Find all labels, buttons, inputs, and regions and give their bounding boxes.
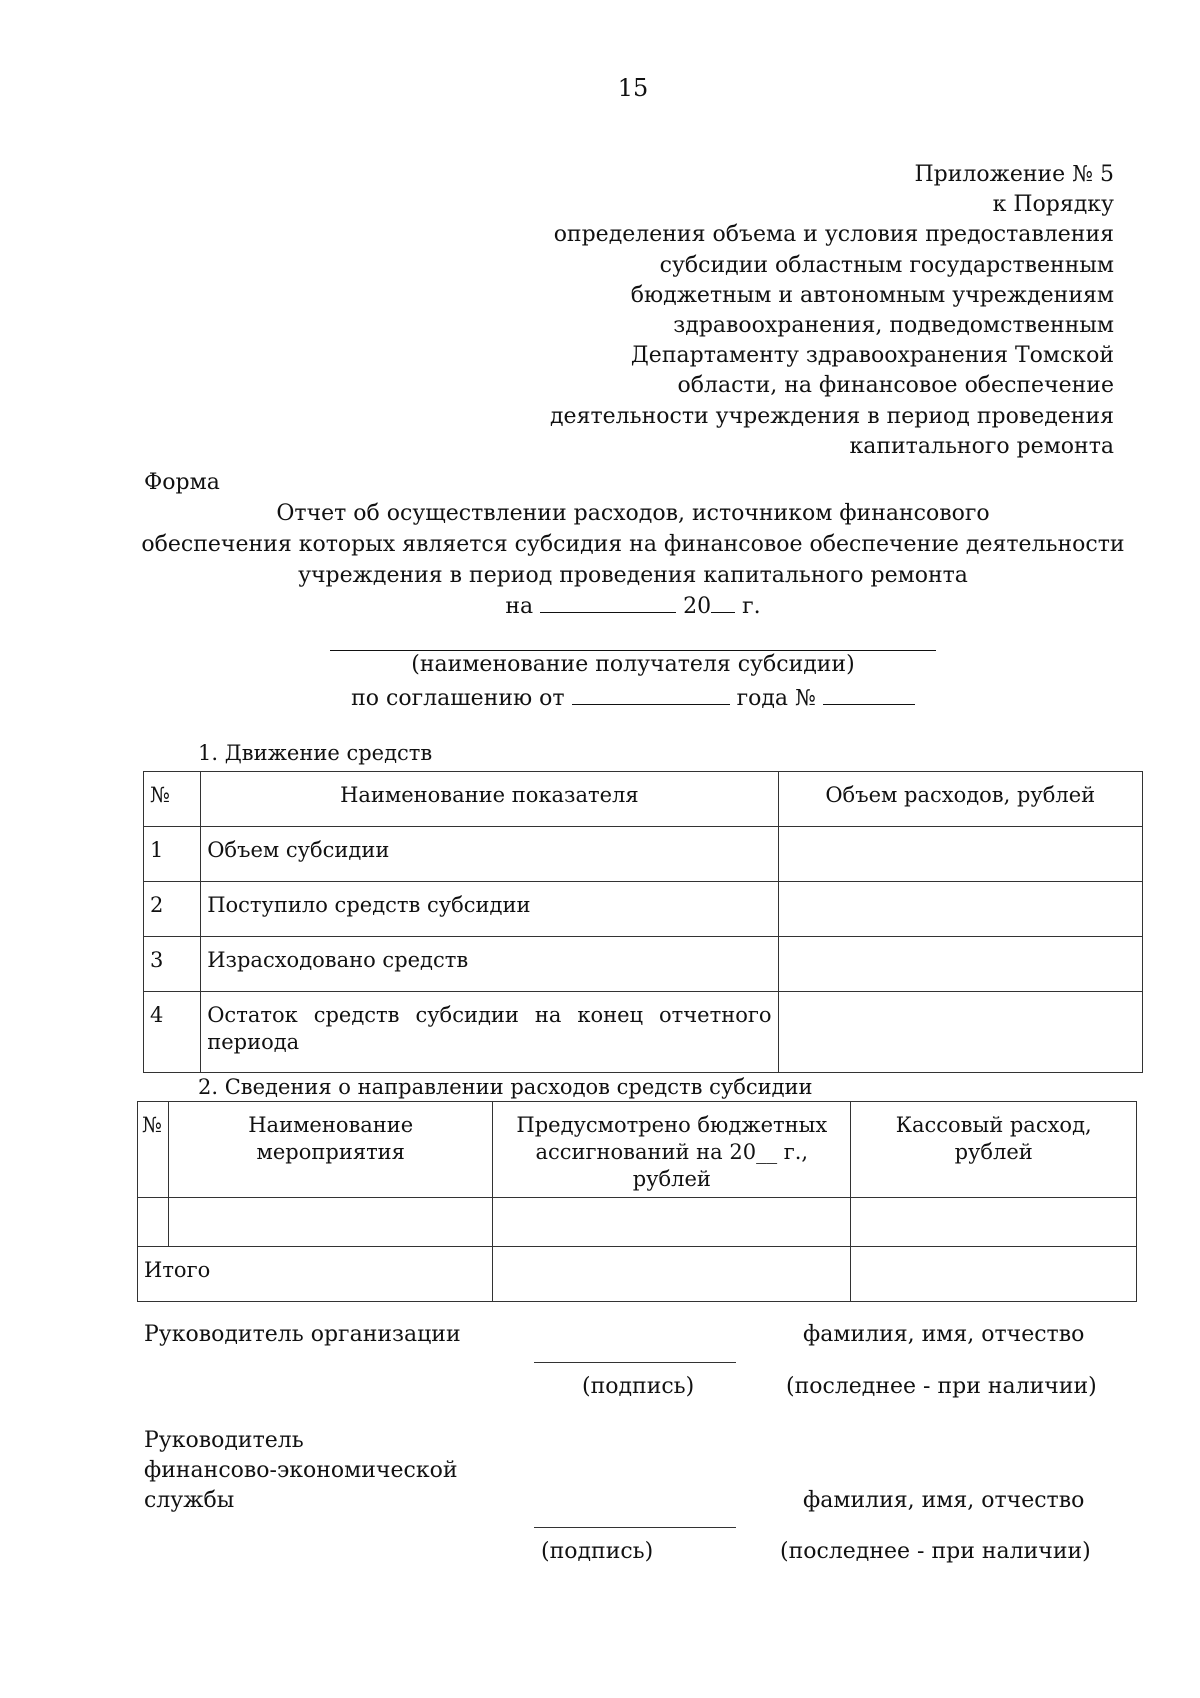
row-value-cell[interactable] — [778, 882, 1142, 937]
recipient-caption: (наименование получателя субсидии) — [411, 652, 855, 677]
agreement-line — [0, 684, 1200, 711]
table-row — [144, 992, 1143, 1073]
head-org-fio: фамилия, имя, отчество — [803, 1322, 1085, 1347]
agreement-middle: года № — [736, 686, 816, 711]
table-row — [144, 937, 1143, 992]
date-suffix: г. — [742, 594, 761, 619]
head-org-label: Руководитель организации — [144, 1322, 461, 1347]
title-line-3: учреждения в период проведения капитального ремонта — [298, 563, 968, 588]
expense-directions-table — [137, 1101, 1137, 1302]
title-line-1: Отчет об осуществлении расходов, источником финансового — [276, 501, 990, 526]
head-fin-signature-field[interactable] — [534, 1527, 736, 1528]
table-row — [138, 1198, 1137, 1247]
form-label: Форма — [144, 470, 220, 495]
row-allocation-cell[interactable] — [493, 1198, 851, 1247]
appendix-line: деятельности учреждения в период проведения — [550, 403, 1114, 429]
title-line-2: обеспечения которых является субсидия на финансовое обеспечение деятельности — [141, 532, 1125, 557]
appendix-line: субсидии областным государственным — [659, 252, 1114, 278]
head-org-signature-field[interactable] — [534, 1362, 736, 1363]
date-prefix: на — [505, 594, 534, 619]
header-num: № — [138, 1102, 169, 1198]
appendix-line: к Порядку — [992, 192, 1114, 218]
appendix-line: Приложение № 5 — [914, 162, 1114, 187]
appendix-line: определения объема и условия предоставления — [553, 222, 1114, 248]
appendix-header — [550, 160, 1114, 462]
total-allocation-cell[interactable] — [493, 1247, 851, 1302]
header-cash-expense: Кассовый расход, рублей — [851, 1102, 1137, 1198]
agreement-prefix: по соглашению от — [351, 686, 565, 711]
header-num: № — [144, 772, 201, 827]
agreement-number-field[interactable] — [823, 684, 915, 705]
head-fin-signature-caption: (подпись) — [541, 1539, 654, 1564]
table-row — [144, 882, 1143, 937]
header-budget-allocations: Предусмотрено бюджетных ассигнований на 20__ г., рублей — [493, 1102, 851, 1198]
date-year: 20 — [683, 594, 712, 619]
section-1-heading: 1. Движение средств — [198, 741, 433, 765]
appendix-line: области, на финансовое обеспечение — [677, 373, 1114, 399]
total-cash-cell[interactable] — [851, 1247, 1137, 1302]
appendix-line: здравоохранения, подведомственным — [673, 313, 1114, 339]
total-label: Итого — [138, 1247, 493, 1302]
row-num: 3 — [144, 937, 201, 992]
recipient-name-field[interactable] — [330, 650, 936, 651]
table-row — [144, 827, 1143, 882]
head-fin-fio-note: (последнее - при наличии) — [780, 1539, 1091, 1564]
header-expense-volume: Объем расходов, рублей — [778, 772, 1142, 827]
row-num: 4 — [144, 992, 201, 1073]
row-num-cell[interactable] — [138, 1198, 169, 1247]
appendix-line: капитального ремонта — [849, 433, 1114, 459]
header-indicator-name: Наименование показателя — [201, 772, 778, 827]
appendix-line: бюджетным и автономным учреждениям — [630, 282, 1114, 308]
row-value-cell[interactable] — [778, 992, 1142, 1073]
appendix-line: Департаменту здравоохранения Томской — [630, 343, 1114, 369]
section-2-heading: 2. Сведения о направлении расходов средств субсидии — [198, 1075, 813, 1099]
report-title — [0, 498, 1200, 622]
head-fin-fio: фамилия, имя, отчество — [803, 1488, 1085, 1513]
head-org-fio-note: (последнее - при наличии) — [786, 1374, 1097, 1399]
agreement-date-field[interactable] — [572, 684, 730, 705]
row-cash-cell[interactable] — [851, 1198, 1137, 1247]
row-name: Остаток средств субсидии на конец отчетного периода — [201, 992, 778, 1073]
year-blank-field[interactable] — [711, 592, 735, 613]
head-fin-label-line-3: службы — [144, 1488, 235, 1513]
page-number: 15 — [617, 74, 649, 102]
total-row — [138, 1247, 1137, 1302]
row-name: Израсходовано средств — [201, 937, 778, 992]
head-org-signature-caption: (подпись) — [582, 1374, 695, 1399]
row-num: 1 — [144, 827, 201, 882]
row-name: Объем субсидии — [201, 827, 778, 882]
row-value-cell[interactable] — [778, 937, 1142, 992]
date-blank-field[interactable] — [540, 592, 676, 613]
report-date-line — [0, 591, 1200, 622]
row-event-cell[interactable] — [169, 1198, 493, 1247]
table-header-row — [138, 1102, 1137, 1198]
header-event-name: Наименование мероприятия — [169, 1102, 493, 1198]
row-num: 2 — [144, 882, 201, 937]
table-header-row — [144, 772, 1143, 827]
row-value-cell[interactable] — [778, 827, 1142, 882]
funds-movement-table — [143, 771, 1143, 1073]
head-fin-label-line-1: Руководитель — [144, 1428, 304, 1453]
head-fin-label-line-2: финансово-экономической — [144, 1458, 458, 1483]
row-name: Поступило средств субсидии — [201, 882, 778, 937]
